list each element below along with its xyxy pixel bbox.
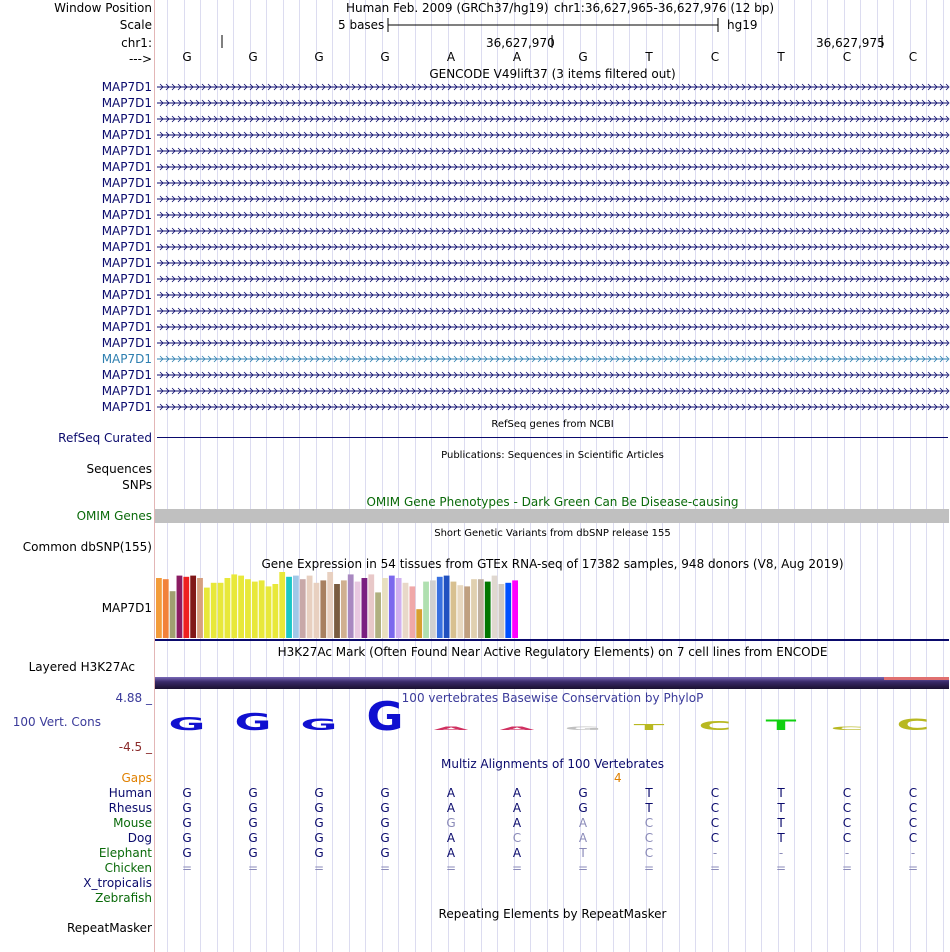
alignment-base: T [777, 801, 785, 815]
species-label[interactable]: Dog [127, 831, 152, 845]
alignment-base: A [512, 846, 522, 860]
phylop-label[interactable]: 100 Vert. Cons [12, 715, 101, 729]
position-text: chr1:36,627,965-36,627,976 (12 bp) [554, 1, 775, 15]
dbsnp-label[interactable]: Common dbSNP(155) [22, 540, 152, 554]
gencode-title: GENCODE V49lift37 (3 items filtered out) [429, 67, 676, 81]
alignment-base: G [380, 801, 390, 815]
alignment-base: T [777, 816, 785, 830]
phylop-base-glyph: G [564, 726, 602, 732]
gencode-transcript-label[interactable]: MAP7D1 [101, 240, 152, 254]
gencode-transcript-label[interactable]: MAP7D1 [101, 96, 152, 110]
alignment-base: G [182, 801, 192, 815]
alignment-base: G [380, 846, 390, 860]
alignment-base: G [314, 831, 324, 845]
alignment-base: T [777, 831, 785, 845]
alignment-base: G [314, 801, 324, 815]
alignment-base: = [709, 861, 721, 875]
alignment-base: = [907, 861, 919, 875]
multiz-title: Multiz Alignments of 100 Vertebrates [440, 757, 665, 771]
refseq-title: RefSeq genes from NCBI [491, 419, 614, 430]
alignment-base: C [644, 816, 654, 830]
reference-base: C [842, 50, 852, 64]
alignment-base: - [844, 846, 850, 860]
alignment-base: A [446, 831, 456, 845]
reference-base: G [182, 50, 192, 64]
gencode-transcript-label[interactable]: MAP7D1 [101, 304, 152, 318]
phylop-base-glyph: C [698, 718, 732, 733]
alignment-base: - [778, 846, 784, 860]
alignment-base: C [908, 831, 918, 845]
alignment-base: A [512, 801, 522, 815]
phylop-min-label: -4.5 _ [118, 740, 152, 754]
chr-label: chr1: [121, 36, 152, 50]
alignment-base: G [446, 816, 456, 830]
gaps-label: Gaps [121, 771, 152, 785]
alignment-base: G [314, 786, 324, 800]
gencode-transcript-label[interactable]: MAP7D1 [101, 208, 152, 222]
alignment-base: G [380, 786, 390, 800]
gencode-transcript-label[interactable]: MAP7D1 [101, 272, 152, 286]
reference-base: A [512, 50, 522, 64]
strand-label: ---> [128, 52, 152, 66]
alignment-base: T [777, 786, 785, 800]
gencode-transcript-label[interactable]: MAP7D1 [101, 320, 152, 334]
alignment-base: - [910, 846, 916, 860]
reference-base: G [380, 50, 390, 64]
alignment-base: G [314, 846, 324, 860]
phylop-base-glyph: C [896, 715, 930, 734]
reference-base: G [314, 50, 324, 64]
phylop-base-glyph: G [300, 715, 338, 734]
gap-count: 4 [614, 771, 622, 785]
repeatmasker-label[interactable]: RepeatMasker [66, 921, 152, 935]
alignment-base: C [710, 801, 720, 815]
species-label[interactable]: Zebrafish [95, 891, 152, 905]
h3k27ac-title: H3K27Ac Mark (Often Found Near Active Regulatory Elements) on 7 cell lines from ENCODE [277, 645, 828, 659]
alignment-base: C [710, 816, 720, 830]
alignment-base: = [445, 861, 457, 875]
species-label[interactable]: X_tropicalis [83, 876, 152, 890]
refseq-label[interactable]: RefSeq Curated [58, 431, 152, 445]
scale-label: Scale [119, 18, 152, 32]
alignment-base: T [645, 786, 653, 800]
repeatmasker-title: Repeating Elements by RepeatMasker [438, 907, 667, 921]
gencode-transcript-label[interactable]: MAP7D1 [101, 384, 152, 398]
alignment-base: G [182, 786, 192, 800]
alignment-base: T [645, 801, 653, 815]
alignment-base: A [446, 846, 456, 860]
gencode-transcript-label[interactable]: MAP7D1 [101, 192, 152, 206]
alignment-base: G [248, 786, 258, 800]
alignment-base: G [182, 846, 192, 860]
h3k27ac-label[interactable]: Layered H3K27Ac [28, 660, 135, 674]
alignment-base: G [248, 816, 258, 830]
alignment-base: G [248, 801, 258, 815]
alignment-base: C [908, 801, 918, 815]
alignment-base: C [644, 831, 654, 845]
alignment-base: A [446, 786, 456, 800]
alignment-base: A [512, 816, 522, 830]
phylop-base-glyph: G [234, 709, 272, 736]
alignment-base: G [578, 801, 588, 815]
gencode-transcript-label[interactable]: MAP7D1 [101, 176, 152, 190]
phylop-base-glyph: G [366, 693, 404, 740]
alignment-base: G [248, 846, 258, 860]
pubs-sequences-label[interactable]: Sequences [86, 462, 152, 476]
reference-base: G [248, 50, 258, 64]
species-label[interactable]: Elephant [98, 846, 152, 860]
alignment-base: C [842, 816, 852, 830]
alignment-base: C [710, 786, 720, 800]
alignment-base: C [908, 816, 918, 830]
reference-base: T [645, 50, 653, 64]
alignment-base: C [842, 786, 852, 800]
species-label[interactable]: Rhesus [108, 801, 152, 815]
alignment-base: G [182, 831, 192, 845]
coordinate-2: 36,627,975 [816, 36, 885, 50]
scale-text: 5 bases [338, 18, 385, 32]
alignment-base: G [248, 831, 258, 845]
reference-base: A [446, 50, 456, 64]
alignment-base: C [512, 831, 522, 845]
reference-base: C [710, 50, 720, 64]
gencode-transcript-label[interactable]: MAP7D1 [101, 128, 152, 142]
phylop-base-glyph: A [433, 726, 469, 732]
phylop-title: 100 vertebrates Basewise Conservation by PhyloP [401, 691, 704, 705]
reference-base: G [578, 50, 588, 64]
pubs-snps-label[interactable]: SNPs [122, 478, 152, 492]
alignment-base: = [379, 861, 391, 875]
alignment-base: C [842, 801, 852, 815]
reference-base: T [777, 50, 785, 64]
window-position-label: Window Position [54, 1, 152, 15]
coordinate-1: 36,627,970 [486, 36, 555, 50]
dbsnp-title: Short Genetic Variants from dbSNP release 155 [434, 528, 671, 539]
scale-db: hg19 [727, 18, 758, 32]
phylop-base-glyph: C [830, 726, 864, 732]
phylop-base-glyph: A [499, 725, 535, 732]
alignment-base: C [644, 846, 654, 860]
alignment-base: G [380, 816, 390, 830]
assembly-title: Human Feb. 2009 (GRCh37/hg19) [346, 1, 549, 15]
alignment-base: = [643, 861, 655, 875]
alignment-base: A [446, 801, 456, 815]
gencode-transcript-label[interactable]: MAP7D1 [101, 224, 152, 238]
alignment-base: G [314, 816, 324, 830]
gencode-transcript-label[interactable]: MAP7D1 [101, 288, 152, 302]
alignment-base: G [380, 831, 390, 845]
pubs-title: Publications: Sequences in Scientific Articles [441, 450, 664, 461]
phylop-base-glyph: T [765, 716, 797, 734]
alignment-base: = [775, 861, 787, 875]
gencode-transcript-label[interactable]: MAP7D1 [101, 336, 152, 350]
gencode-transcript-label[interactable]: MAP7D1 [101, 256, 152, 270]
alignment-base: A [578, 831, 588, 845]
reference-base: C [908, 50, 918, 64]
alignment-base: A [578, 816, 588, 830]
alignment-base: G [182, 816, 192, 830]
alignment-base: - [712, 846, 718, 860]
gencode-transcript-label[interactable]: MAP7D1 [101, 400, 152, 414]
phylop-base-glyph: G [168, 714, 206, 735]
gencode-transcript-label[interactable]: MAP7D1 [101, 80, 152, 94]
alignment-base: = [841, 861, 853, 875]
phylop-base-glyph: T [633, 722, 665, 732]
omim-title: OMIM Gene Phenotypes - Dark Green Can Be Disease-causing [366, 495, 739, 509]
gencode-transcript-label[interactable]: MAP7D1 [101, 144, 152, 158]
alignment-base: = [247, 861, 259, 875]
alignment-base: = [181, 861, 193, 875]
alignment-base: = [511, 861, 523, 875]
alignment-base: = [313, 861, 325, 875]
alignment-base: C [842, 831, 852, 845]
gencode-transcript-label[interactable]: MAP7D1 [101, 368, 152, 382]
species-label[interactable]: Chicken [104, 861, 152, 875]
alignment-base: C [908, 786, 918, 800]
species-label[interactable]: Human [108, 786, 152, 800]
alignment-base: = [577, 861, 589, 875]
species-label[interactable]: Mouse [113, 816, 152, 830]
phylop-max-label: 4.88 _ [115, 691, 152, 705]
alignment-base: A [512, 786, 522, 800]
omim-label[interactable]: OMIM Genes [76, 509, 152, 523]
gencode-transcript-label[interactable]: MAP7D1 [101, 160, 152, 174]
alignment-base: C [710, 831, 720, 845]
alignment-base: G [578, 786, 588, 800]
alignment-base: T [579, 846, 587, 860]
gencode-transcript-label[interactable]: MAP7D1 [101, 352, 152, 366]
gtex-label[interactable]: MAP7D1 [101, 601, 152, 615]
gtex-title: Gene Expression in 54 tissues from GTEx RNA-seq of 17382 samples, 948 donors (V8, Aug 2019) [261, 557, 844, 571]
gencode-transcript-label[interactable]: MAP7D1 [101, 112, 152, 126]
